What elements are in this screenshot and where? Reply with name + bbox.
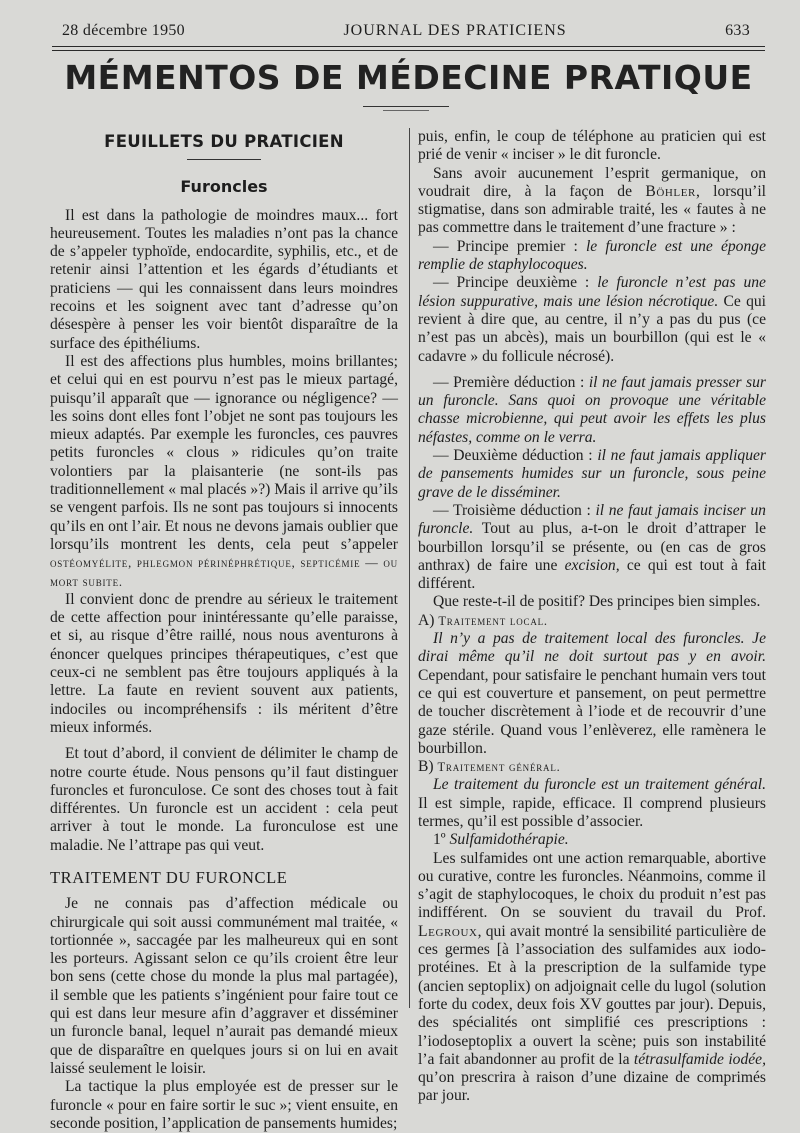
- complications-list: ostéomyélite, phlegmon périnéphrétique, septicémie — ou mort subite.: [50, 556, 398, 589]
- paragraph: Et tout d’abord, il convient de délimiter le champ de notre courte étude. Nous pensons qu’il faut distinguer furoncles et furonculose. Ce sont des choses tout à fait différentes. Un furoncle est un accident : cela peut arriver à tout le monde. La furonculose est une maladie. Ne l’attrape pas qui veut.: [50, 745, 398, 854]
- deduction-2: — Deuxième déduction : il ne faut jamais appliquer de pansements humides sur un furoncle, sous peine grave de le disséminer.: [418, 447, 766, 501]
- author-name: Böhler: [645, 182, 696, 200]
- paragraph: Je ne connais pas d’affection médicale ou chirurgicale qui soit aussi communément mal traitée, « tortionnée », saccagée par les malheureux qui en sont les porteurs. Agissant selon ce qu’ils croient être leur bon sens (cette chose du monde la plus mal partagée), il semble que les patients s’ingénient pour faire tout ce qui est dans leur mesure afin d’aggraver et disséminer un furoncle banal, lequel n’aurait pas demandé mieux que de disparaître en quelques jours si on lui en avait laissé seulement le loisir.: [50, 895, 398, 1077]
- right-column: [418, 128, 766, 1106]
- paragraph: La tactique la plus employée est de presser sur le furoncle « pour en faire sortir le suc »; vient ensuite, en seconde position, l’application de pansements humides;: [50, 1078, 398, 1132]
- running-header: [62, 22, 750, 40]
- deduction-3: — Troisième déduction : il ne faut jamais inciser un furoncle. Tout au plus, a-t-on le droit d’attraper le bourbillon lorsqu’il se présente, ou (en cas de gros anthrax) de faire une excision, ce qui est tout à fait différent.: [418, 501, 766, 593]
- principle-2: — Principe deuxième : le furoncle n’est pas une lésion suppurative, mais une lésion nécrotique. Ce qui revient à dire que, au centre, il n’y a pas du pus (ce n’est pas un abcès), mais un bourbillon (qui est le « cadavre » du follicule nécrosé).: [418, 274, 766, 365]
- paragraph: Sans avoir aucunement l’esprit germanique, on voudrait dire, à la façon de Böhler, lorsqu’il stigmatise, dans son admirable traité, les « fautes à ne pas commettre dans le traitement d’une fracture » :: [418, 164, 767, 237]
- column-divider: [409, 128, 410, 1008]
- header-page-number: 633: [725, 22, 750, 39]
- numbered-heading: 1º Sulfamidothérapie.: [433, 831, 569, 849]
- header-rule: [52, 46, 765, 47]
- paragraph: Les sulfamides ont une action remarquable, abortive ou curative, contre les furoncles. Néanmoins, comme il s’agit de staphylocoques, le choix du produit n’est pas indifférent. On se souvient du travail du Prof. Legroux, qui avait montré la sensibilité particulière de ces germes [à l’association des sulfamides aux iodo-protéines. Et à la prescription de la sulfamide type (ancien septoplix) on adjoignait celle du lugol (solution forte du codex, deux fois XV gouttes par jour). Depuis, des spécialités ont simplifié ces prescriptions : l’iodoseptoplix a ouvert la scène; puis son instabilité l’a fait abandonner au profit de la tétrasulfamide iodée, qu’on prescrira à raison d’une dizaine de comprimés par jour.: [418, 849, 766, 1105]
- article-subtitle: Furoncles: [180, 177, 268, 197]
- header-rule-thin: [52, 50, 765, 51]
- deduction-1: — Première déduction : il ne faut jamais presser sur un furoncle. Sans quoi on provoque une véritable chasse microbienne, qui peut avoir les effets les plus néfastes, comme on le verra.: [418, 373, 766, 446]
- title-rule: [363, 106, 449, 107]
- paragraph: Que reste-t-il de positif? Des principes bien simples.: [433, 593, 761, 611]
- page-title: MÉMENTOS DE MÉDECINE PRATIQUE: [64, 58, 753, 97]
- header-date: 28 décembre 1950: [62, 22, 185, 39]
- paragraph: Il convient donc de prendre au sérieux le traitement de cette affection pour inintéressante qu’elle paraisse, et si, au risque d’être raillé, nous nous aventurons à énoncer quelques principes thérapeutiques, c’est que ceux-ci ne semblent pas être toujours appliqués à la lettre. La faute en revient souvent aux patients, indociles ou incompréhensifs : ils méritent d’être mieux informés.: [50, 590, 398, 736]
- subsection-a-heading: A) Traitement local.: [418, 611, 548, 629]
- section-heading: FEUILLETS DU PRATICIEN: [104, 132, 344, 151]
- paragraph: puis, enfin, le coup de téléphone au praticien qui est prié de venir « inciser » le dit furoncle.: [418, 128, 766, 164]
- header-journal: JOURNAL DES PRATICIENS: [343, 22, 567, 39]
- left-column: [50, 128, 398, 1133]
- title-rule-thin: [383, 110, 429, 111]
- paragraph: Il n’y a pas de traitement local des furoncles. Je dirai même qu’il ne doit surtout pas y en avoir. Cependant, pour satisfaire le penchant humain vers tout ce qui est couverture et pansement, on peut permettre de toucher discrètement à l’iode et de recouvrir d’une gaze stérile. Quand vous l’enlèverez, elle ramènera le bourbillon.: [418, 630, 766, 757]
- paragraph: Il est des affections plus humbles, moins brillantes; et celui qui en est pourvu n’est pas le mieux partagé, puisqu’il apparaît que — ignorance ou négligence? — les soins dont elles font l’objet ne sont pas toujours les mieux adaptés. Par exemple les furoncles, ces pauvres petits furoncles « clous » ridicules qu’on traite volontiers par la plaisanterie (ne sont-ils pas traditionnellement « mal placés »?) Mais il arrive qu’ils se vengent parfois. Ils ne sont pas toujours si innocents qu’ils en ont l’air. Et nous ne devons jamais oublier que lorsqu’ils montrent les dents, cela peut s’appeler ostéomyélite, phlegmon périnéphrétique, septicémie — ou mort subite.: [50, 352, 398, 589]
- subsection-b-heading: B) Traitement général.: [418, 758, 561, 776]
- paragraph: Le traitement du furoncle est un traitement général. Il est simple, rapide, efficace. Il comprend plusieurs termes, qu’il est possible d’associer.: [418, 776, 766, 830]
- principle-1: — Principe premier : le furoncle est une éponge remplie de staphylocoques.: [418, 237, 766, 274]
- treatment-heading: TRAITEMENT DU FURONCLE: [50, 867, 288, 887]
- author-name: Legroux: [418, 922, 478, 940]
- section-rule: [187, 159, 261, 160]
- paragraph: Il est dans la pathologie de moindres maux... fort heureusement. Toutes les maladies n’ont pas la chance de s’appeler typhoïde, endocardite, syphilis, etc., et de retenir ainsi l’attention et les égards d’étudiants et praticiens — qui les connaissent dans leurs moindres recoins et les soignent avec tant d’adresse qu’on désespère à penser les voir bientôt disparaître de la surface des épithéliums.: [50, 206, 398, 352]
